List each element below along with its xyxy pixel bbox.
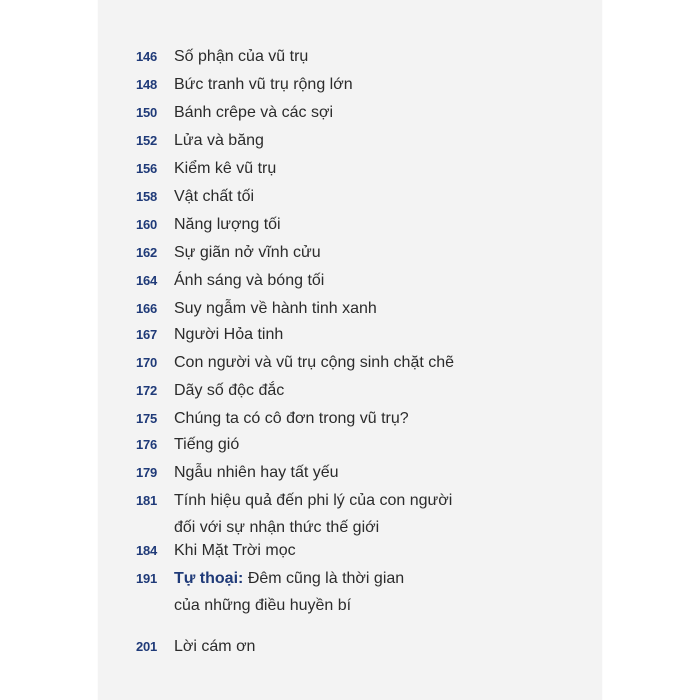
entry-title: Ngẫu nhiên hay tất yếu bbox=[174, 464, 339, 481]
entry-title: Vật chất tối bbox=[174, 188, 255, 205]
entry-title: Chúng ta có cô đơn trong vũ trụ? bbox=[174, 410, 409, 427]
entry-title: Người Hỏa tinh bbox=[174, 326, 284, 343]
toc-entry bbox=[136, 380, 576, 402]
page-number: 152 bbox=[136, 133, 158, 148]
entry-title-line1: Tính hiệu quả đến phi lý của con người bbox=[174, 492, 453, 509]
toc-entry bbox=[136, 540, 576, 562]
page-number: 191 bbox=[136, 571, 158, 586]
toc-entry bbox=[136, 270, 576, 292]
entry-title-line1 bbox=[174, 568, 404, 590]
page-number: 166 bbox=[136, 301, 158, 316]
entry-title: Lời cám ơn bbox=[174, 638, 256, 655]
entry-title: Kiểm kê vũ trụ bbox=[174, 160, 277, 177]
toc-entry bbox=[136, 102, 576, 124]
page-number: 160 bbox=[136, 217, 158, 232]
toc-entry bbox=[136, 434, 576, 456]
toc-entry bbox=[136, 324, 576, 346]
toc-entry bbox=[136, 352, 576, 374]
toc-entry bbox=[136, 74, 576, 96]
entry-title: Ánh sáng và bóng tối bbox=[174, 272, 325, 289]
toc-entry bbox=[136, 186, 576, 208]
page-number: 164 bbox=[136, 273, 158, 288]
page-number: 172 bbox=[136, 383, 158, 398]
toc-entry bbox=[136, 298, 576, 320]
entry-title-line2: của những điều huyền bí bbox=[174, 597, 352, 614]
entry-title bbox=[174, 490, 452, 539]
page-number: 170 bbox=[136, 355, 158, 370]
page-number: 184 bbox=[136, 543, 158, 558]
toc-entry bbox=[136, 214, 576, 236]
entry-title: Bức tranh vũ trụ rộng lớn bbox=[174, 76, 353, 93]
toc-entry bbox=[136, 46, 576, 68]
page-number: 158 bbox=[136, 189, 158, 204]
toc-entry bbox=[136, 408, 576, 430]
entry-title bbox=[174, 568, 404, 617]
entry-title: Con người và vũ trụ cộng sinh chặt chẽ bbox=[174, 354, 455, 371]
entry-title: Số phận của vũ trụ bbox=[174, 48, 309, 65]
page-number: 150 bbox=[136, 105, 158, 120]
toc-entry bbox=[136, 490, 576, 539]
toc-entry bbox=[136, 636, 576, 658]
page-number: 175 bbox=[136, 411, 158, 426]
page-number: 176 bbox=[136, 437, 158, 452]
page-number: 167 bbox=[136, 327, 158, 342]
toc-entry bbox=[136, 568, 576, 617]
entry-title-prefix: Tự thoại: bbox=[174, 570, 244, 587]
page-number: 148 bbox=[136, 77, 158, 92]
entry-title: Suy ngẫm về hành tinh xanh bbox=[174, 300, 377, 317]
page-number: 146 bbox=[136, 49, 158, 64]
page-number: 201 bbox=[136, 639, 158, 654]
toc-entry bbox=[136, 158, 576, 180]
entry-title-line2: đối với sự nhận thức thế giới bbox=[174, 519, 380, 536]
table-of-contents bbox=[98, 0, 602, 700]
page-number: 156 bbox=[136, 161, 158, 176]
book-page bbox=[98, 0, 602, 700]
page-number: 162 bbox=[136, 245, 158, 260]
entry-title: Năng lượng tối bbox=[174, 216, 281, 233]
entry-title: Bánh crêpe và các sợi bbox=[174, 104, 334, 121]
toc-entry bbox=[136, 130, 576, 152]
entry-title-main: Đêm cũng là thời gian bbox=[247, 570, 405, 587]
toc-entry bbox=[136, 242, 576, 264]
toc-entry bbox=[136, 462, 576, 484]
page-number: 179 bbox=[136, 465, 158, 480]
entry-title: Lửa và băng bbox=[174, 132, 264, 149]
entry-title: Dãy số độc đắc bbox=[174, 382, 285, 399]
entry-title: Khi Mặt Trời mọc bbox=[174, 542, 296, 559]
entry-title: Sự giãn nở vĩnh cửu bbox=[174, 244, 321, 261]
entry-title: Tiếng gió bbox=[174, 436, 240, 453]
page-number: 181 bbox=[136, 493, 158, 508]
